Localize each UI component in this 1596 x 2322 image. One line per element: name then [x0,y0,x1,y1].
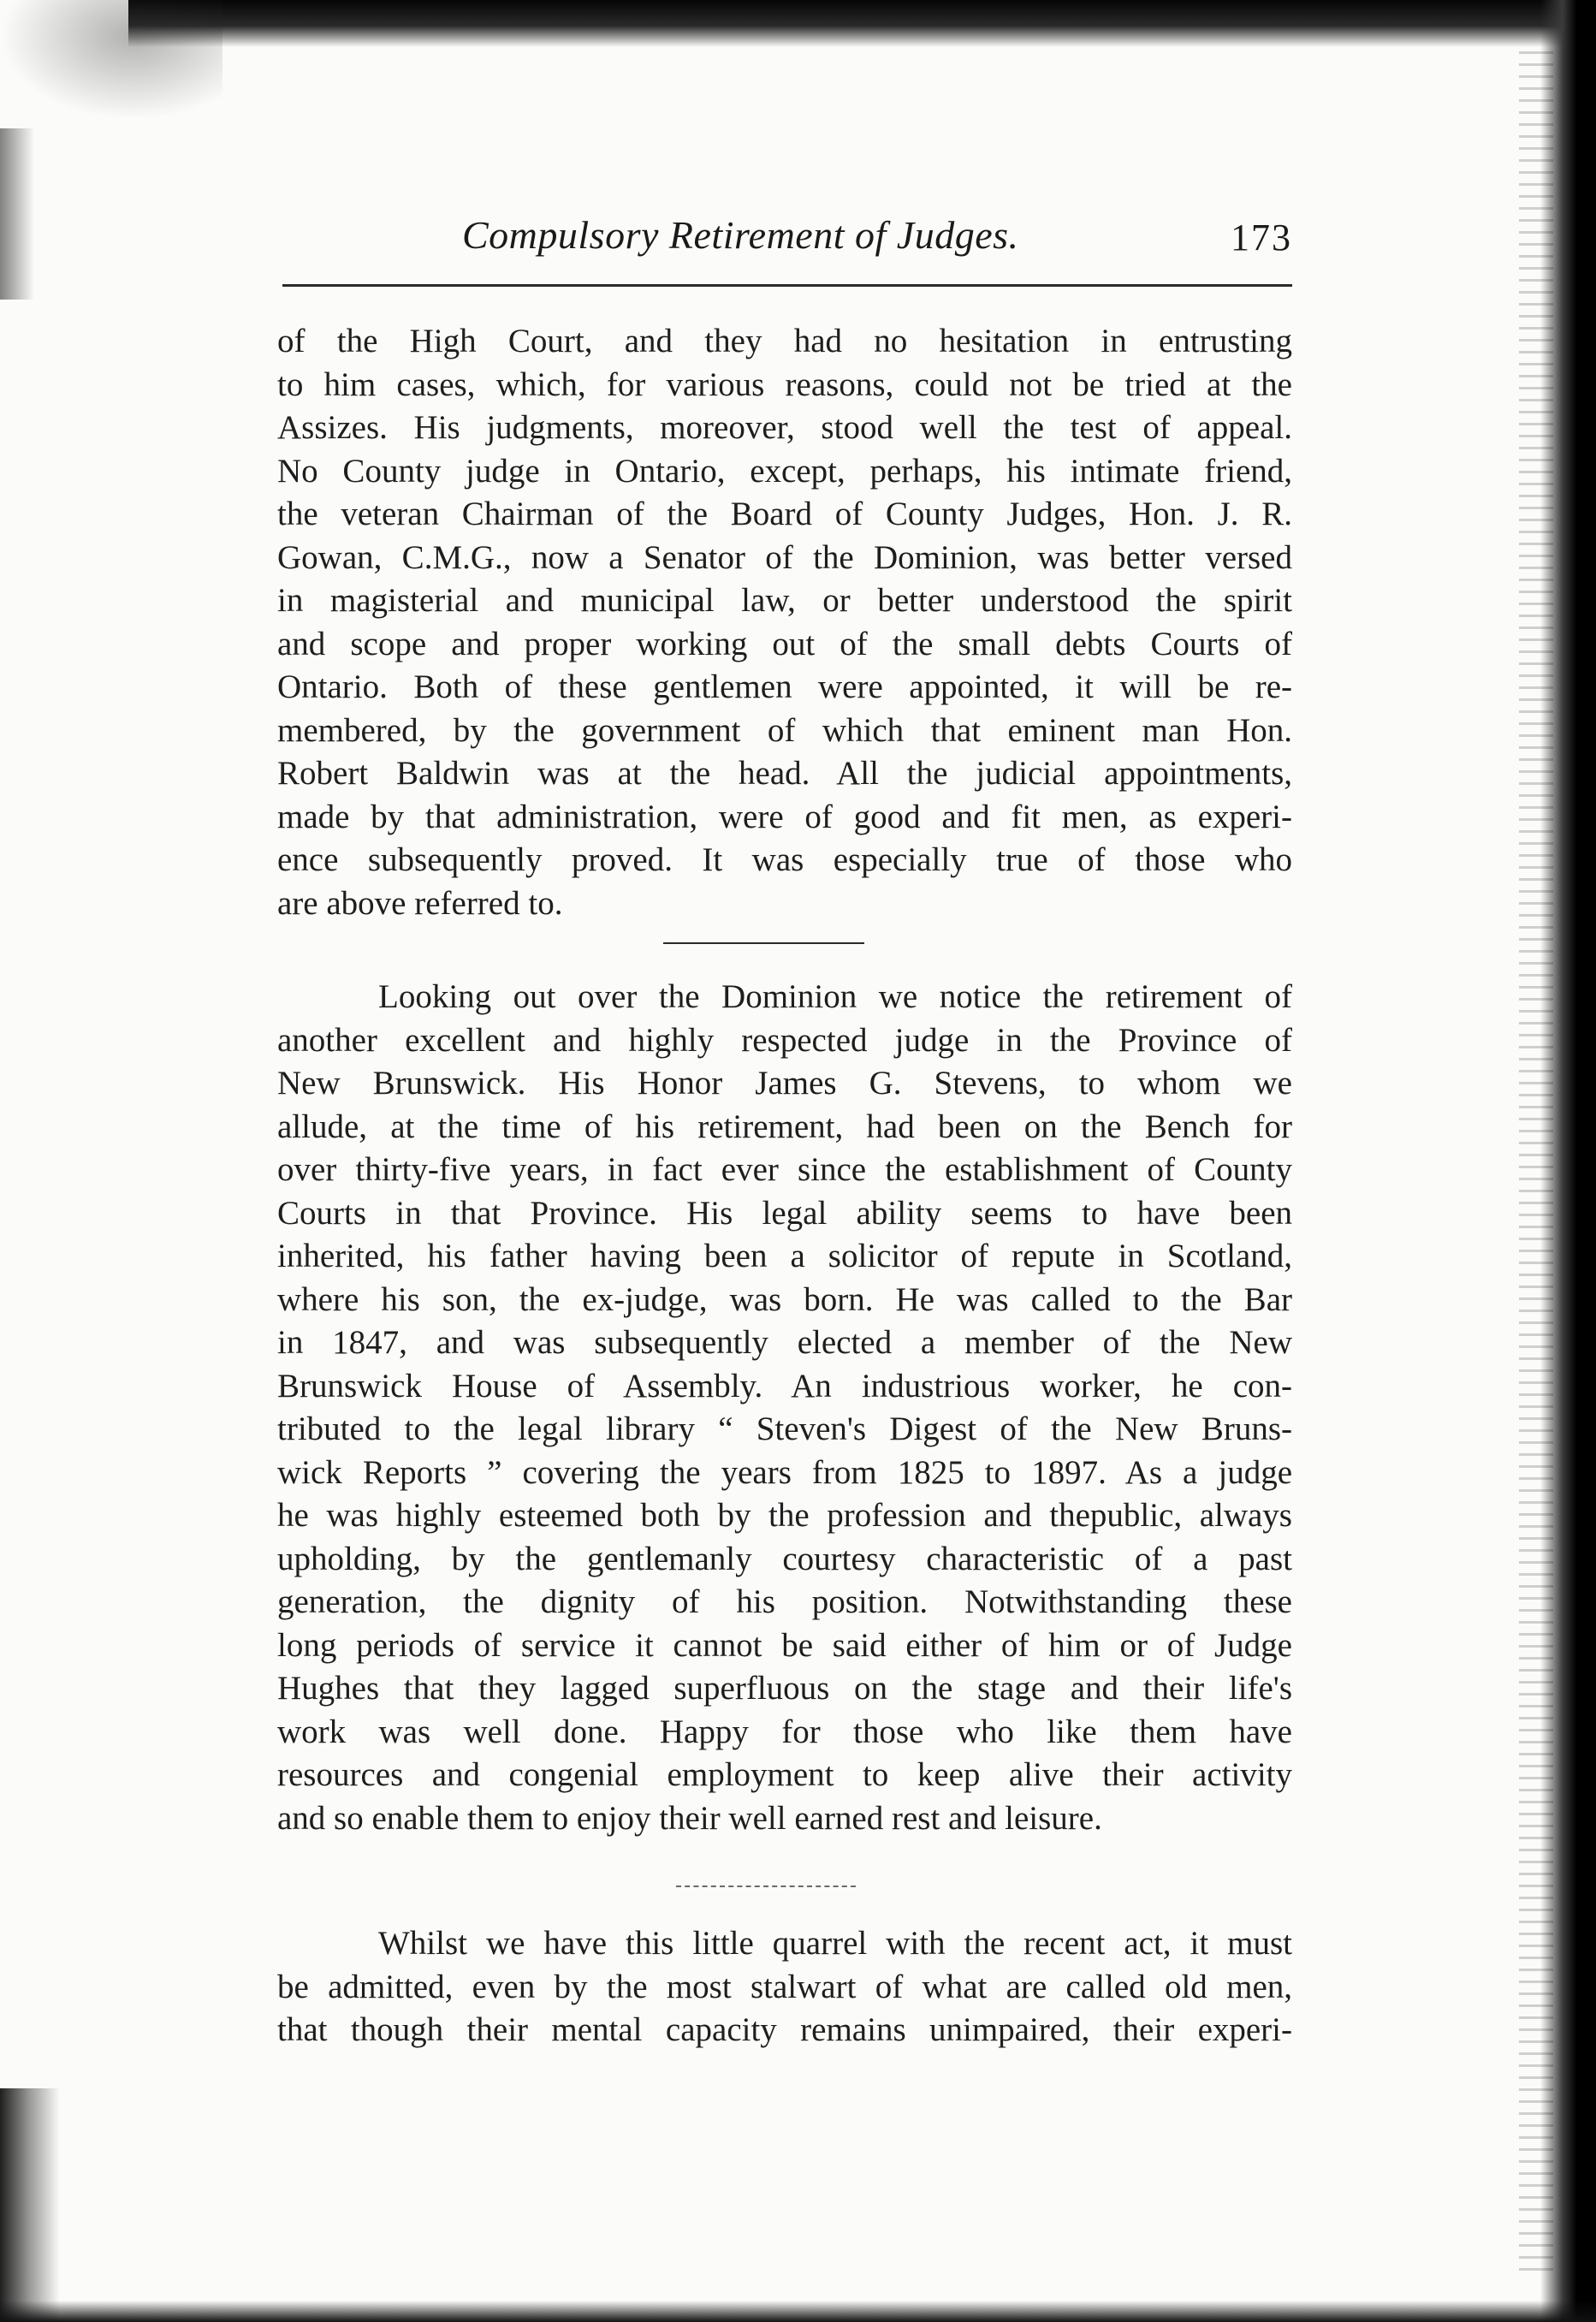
text-line: wick Reports ” covering the years from 1825 to 1897. As a judge [277,1453,1292,1491]
text-line: Hughes that they lagged superfluous on the stage and their life's [277,1670,1292,1707]
text-line: work was well done. Happy for those who like them have [277,1713,1292,1750]
scan-corner-smudge [0,0,222,120]
text-line: to him cases, which, for various reasons, could not be tried at the [277,365,1292,403]
paragraph-3 [277,1922,1292,2052]
text-line: where his son, the ex-judge, was born. He was called to the Bar [277,1280,1292,1318]
text-line: that though their mental capacity remains unimpaired, their experi- [277,2011,1292,2048]
text-line: Robert Baldwin was at the head. All the judicial appointments, [277,755,1292,792]
scan-bottom-left-shadow [0,2088,60,2322]
text-line: Gowan, C.M.G., now a Senator of the Dominion, was better versed [277,538,1292,576]
header-rule [282,284,1292,287]
text-line: membered, by the government of which that eminent man Hon. [277,711,1292,749]
text-line: Brunswick House of Assembly. An industrious worker, he con- [277,1367,1292,1404]
text-line: resources and congenial employment to keep alive their activity [277,1756,1292,1793]
section-divider-rule [663,942,864,944]
paragraph-1 [277,320,1292,925]
text-line: be admitted, even by the most stalwart of what are called old men, [277,1968,1292,2005]
text-line: and so enable them to enjoy their well earned rest and leisure. [277,1799,1102,1837]
text-line: allude, at the time of his retirement, had been on the Bench for [277,1108,1292,1145]
text-line: he was highly esteemed both by the profession and thepublic, always [277,1497,1292,1534]
text-line: made by that administration, were of good and fit men, as experi- [277,798,1292,835]
running-title: Compulsory Retirement of Judges. [462,213,1019,257]
text-line: another excellent and highly respected judge in the Province of [277,1021,1292,1059]
text-line: Looking out over the Dominion we notice the retirement of [378,978,1292,1015]
text-line: upholding, by the gentlemanly courtesy characteristic of a past [277,1540,1292,1577]
text-line: Ontario. Both of these gentlemen were appointed, it will be re- [277,668,1292,705]
scan-top-edge-shadow [128,0,1596,47]
scan-left-edge-shadow [0,128,34,300]
section-divider-rule [676,1886,856,1887]
text-line: No County judge in Ontario, except, perhaps, his intimate friend, [277,452,1292,490]
scan-right-edge-speckle [1519,51,1553,2277]
text-line: New Brunswick. His Honor James G. Stevens, to whom we [277,1065,1292,1102]
text-line: of the High Court, and they had no hesitation in entrusting [277,323,1292,359]
text-line: ence subsequently proved. It was especially true of those who [277,841,1292,878]
text-line: inherited, his father having been a solicitor of repute in Scotland, [277,1238,1292,1274]
paragraph-2 [277,976,1292,1840]
scan-bottom-edge-shadow [0,2301,1596,2322]
text-line: in 1847, and was subsequently elected a member of the New [277,1324,1292,1361]
text-line: long periods of service it cannot be said either of him or of Judge [277,1626,1292,1664]
text-line: and scope and proper working out of the small debts Courts of [277,625,1292,662]
text-line: over thirty-five years, in fact ever since the establishment of County [277,1151,1292,1188]
page-number: 173 [1231,217,1292,258]
text-line: are above referred to. [277,884,563,922]
text-line: tributed to the legal library “ Steven's Digest of the New Bruns- [277,1410,1292,1447]
running-head [282,205,1292,282]
text-line: in magisterial and municipal law, or better understood the spirit [277,582,1292,619]
text-line: the veteran Chairman of the Board of County Judges, Hon. J. R. [277,496,1292,532]
text-line: Courts in that Province. His legal ability seems to have been [277,1194,1292,1232]
text-line: generation, the dignity of his position. Notwithstanding these [277,1583,1292,1620]
text-line: Whilst we have this little quarrel with the recent act, it must [378,1925,1292,1962]
text-line: Assizes. His judgments, moreover, stood well the test of appeal. [277,409,1292,446]
